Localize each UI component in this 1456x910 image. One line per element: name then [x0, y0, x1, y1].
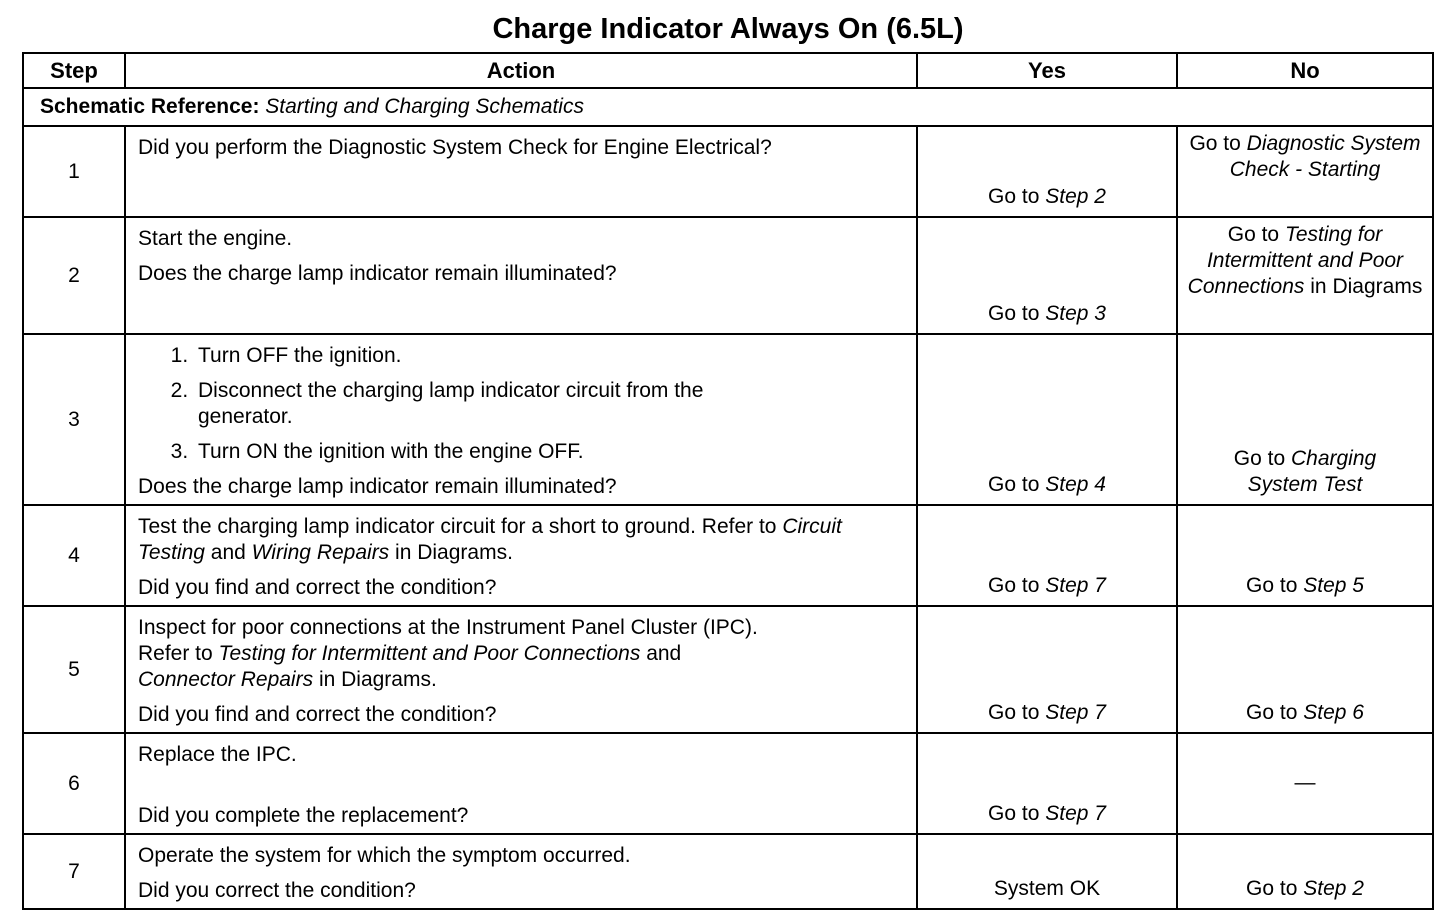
action-text: Replace the IPC. — [138, 743, 297, 766]
no-cell: Go to Testing for Intermittent and Poor Connections in Diagrams — [1177, 217, 1433, 334]
yes-cell: Go to Step 7 — [917, 606, 1177, 733]
no-cell: Go to Step 6 — [1177, 606, 1433, 733]
step-number: 3 — [23, 334, 125, 505]
diagnostic-table — [22, 52, 1434, 910]
reference-link: Circuit Testing — [138, 515, 842, 564]
schematic-value: Starting and Charging Schematics — [265, 95, 584, 118]
schematic-reference-row — [23, 88, 1433, 126]
no-cell — [1177, 733, 1433, 834]
action-cell — [125, 606, 917, 733]
step-number: 7 — [23, 834, 125, 909]
action-cell — [125, 334, 917, 505]
header-row — [23, 53, 1433, 88]
reference-link: Wiring Repairs — [251, 541, 390, 564]
no-cell: Go to Diagnostic System Check - Starting — [1177, 126, 1433, 217]
schematic-label: Schematic Reference: — [40, 95, 260, 118]
table-row — [23, 733, 1433, 834]
yes-target: Step 7 — [1045, 574, 1106, 597]
no-cell: Go to Step 2 — [1177, 834, 1433, 909]
yes-cell: Go to Step 3 — [917, 217, 1177, 334]
action-cell — [125, 126, 917, 217]
no-suffix: Diagrams — [1332, 275, 1423, 298]
list-item: 3. Turn ON the ignition with the engine OFF. — [194, 439, 908, 465]
procedure-list — [138, 343, 908, 465]
yes-target: Step 7 — [1045, 802, 1106, 825]
step-number: 4 — [23, 505, 125, 606]
action-text: Inspect for poor connections at the Instrument Panel Cluster (IPC). Refer to Testing for Intermittent and Poor Connections and Connector Repairs in Diagrams. — [138, 616, 758, 691]
action-cell — [125, 733, 917, 834]
yes-cell: Go to Step 2 — [917, 126, 1177, 217]
yes-cell: Go to Step 7 — [917, 733, 1177, 834]
no-target: Diagnostic System Check - Starting — [1229, 132, 1421, 181]
list-item: 2. Disconnect the charging lamp indicator circuit from the generator. — [194, 378, 908, 430]
yes-cell — [917, 834, 1177, 909]
no-target: Charging System Test — [1247, 447, 1377, 496]
no-dash: — — [1294, 770, 1316, 794]
no-target: Step 6 — [1303, 701, 1364, 724]
step-number: 2 — [23, 217, 125, 334]
no-target: Step 5 — [1303, 574, 1364, 597]
no-cell: Go to Step 5 — [1177, 505, 1433, 606]
action-text: Operate the system for which the symptom occurred. — [138, 844, 631, 867]
question-text: Did you find and correct the condition? — [138, 576, 497, 599]
page-title: Charge Indicator Always On (6.5L) — [492, 13, 964, 45]
header-no: No — [1177, 53, 1433, 88]
table-row — [23, 126, 1433, 217]
question-text: Did you find and correct the condition? — [138, 703, 497, 726]
table-row — [23, 334, 1433, 505]
yes-target: Step 4 — [1045, 473, 1106, 496]
table-row — [23, 505, 1433, 606]
table-row — [23, 834, 1433, 909]
question-text: Did you correct the condition? — [138, 879, 416, 902]
question-text: Does the charge lamp indicator remain illuminated? — [138, 475, 617, 498]
list-item: 1. Turn OFF the ignition. — [194, 343, 908, 369]
no-cell: Go to Charging System Test — [1177, 334, 1433, 505]
yes-target: Step 7 — [1045, 701, 1106, 724]
table-row — [23, 217, 1433, 334]
yes-target: Step 3 — [1045, 302, 1106, 325]
step-number: 5 — [23, 606, 125, 733]
header-yes: Yes — [917, 53, 1177, 88]
action-cell — [125, 505, 917, 606]
question-text: Did you complete the replacement? — [138, 804, 469, 827]
reference-link: Connector Repairs — [138, 668, 314, 691]
schematic-reference — [23, 88, 1433, 126]
action-cell — [125, 217, 917, 334]
step-number: 1 — [23, 126, 125, 217]
question-text: Does the charge lamp indicator remain illuminated? — [138, 262, 617, 285]
action-text: Test the charging lamp indicator circuit for a short to ground. Refer to Circuit Testing and Wiring Repairs in Diagrams. — [138, 515, 842, 564]
yes-cell: Go to Step 7 — [917, 505, 1177, 606]
no-target: Step 2 — [1303, 877, 1364, 900]
table-row — [23, 606, 1433, 733]
yes-cell: Go to Step 4 — [917, 334, 1177, 505]
reference-link: Testing for Intermittent and Poor Connections — [218, 642, 641, 665]
step-number: 6 — [23, 733, 125, 834]
action-text: Start the engine. — [138, 227, 293, 250]
no-target: Testing for Intermittent and Poor Connections — [1187, 223, 1404, 298]
question-text: Did you perform the Diagnostic System Check for Engine Electrical? — [138, 136, 772, 159]
yes-target: Step 2 — [1045, 185, 1106, 208]
header-action: Action — [125, 53, 917, 88]
action-cell — [125, 834, 917, 909]
yes-text: System OK — [993, 877, 1101, 900]
header-step: Step — [23, 53, 125, 88]
